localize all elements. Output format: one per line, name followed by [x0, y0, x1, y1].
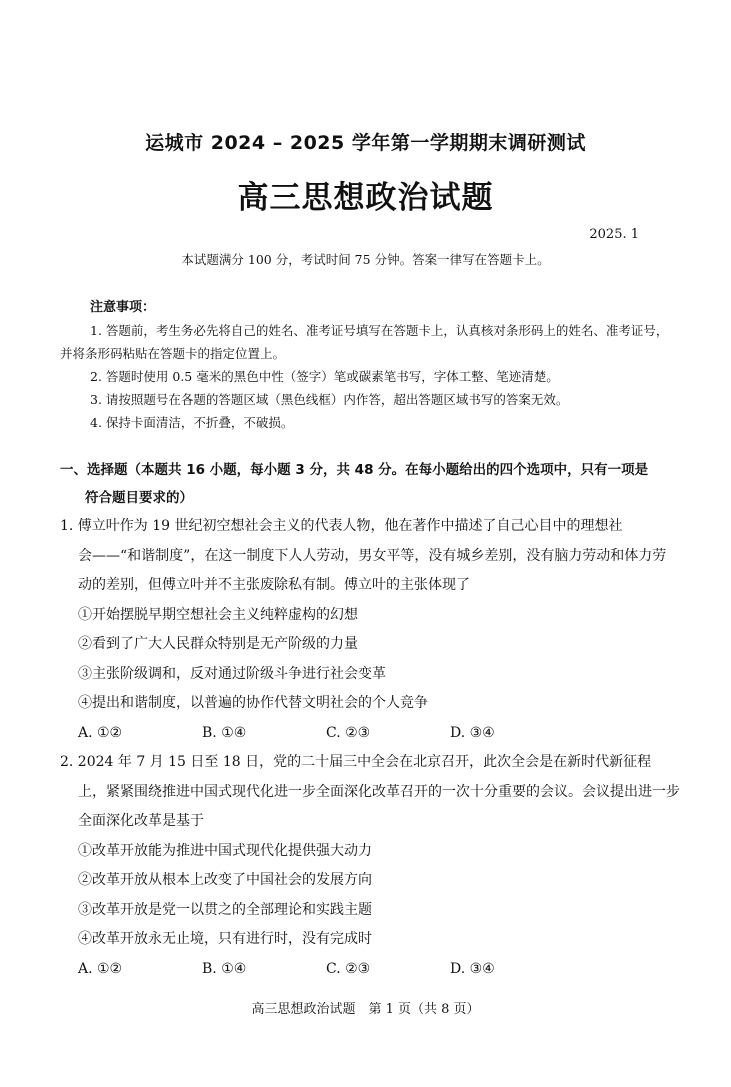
question-option: ④改革开放永无止境，只有进行时，没有完成时	[78, 931, 372, 947]
notice-block	[60, 296, 680, 434]
section-heading-line1: 一、选择题（本题共 16 小题，每小题 3 分，共 48 分。在每小题给出的四个选项中，只有一项是	[60, 462, 649, 478]
notice-item: 3. 请按照题号在各题的答题区域（黑色线框）内作答，超出答题区域书写的答案无效。	[90, 392, 569, 407]
exam-date: 2025. 1	[589, 227, 639, 242]
question-option: ④提出和谐制度，以普遍的协作代替文明社会的个人竞争	[78, 695, 428, 711]
question-2	[60, 748, 680, 984]
notice-item: 2. 答题时使用 0.5 毫米的黑色中性（签字）笔或碳素笔书写，字体工整、笔迹清楚。	[90, 369, 559, 384]
notice-title: 注意事项：	[90, 300, 156, 315]
subject-title: 高三思想政治试题	[237, 180, 494, 216]
question-option: ③主张阶级调和，反对通过阶级斗争进行社会变革	[78, 665, 386, 682]
choice-d: D. ③④	[450, 960, 495, 977]
exam-title: 运城市 2024 – 2025 学年第一学期期末调研测试	[145, 132, 586, 154]
choice-a: A. ①②	[78, 724, 123, 741]
question-option: ①开始摆脱早期空想社会主义纯粹虚构的幻想	[78, 606, 358, 623]
choice-a: A. ①②	[78, 960, 123, 977]
question-choices	[60, 719, 680, 749]
question-option: ②看到了广大人民群众特别是无产阶级的力量	[78, 636, 358, 652]
question-stem	[60, 748, 680, 837]
question-stem-rest: 会——“和谐制度”，在这一制度下人人劳动，男女平等，没有城乡差别，没有脑力劳动和体力劳动的差别，但傅立叶并不主张废除私有制。傅立叶的主张体现了	[78, 547, 667, 593]
question-choices	[60, 955, 680, 985]
question-option: ③改革开放是党一以贯之的全部理论和实践主题	[78, 901, 372, 918]
question-list	[60, 512, 680, 984]
section-heading-line2: 符合题目要求的）	[85, 490, 193, 506]
question-option: ①改革开放能为推进中国式现代化提供强大动力	[78, 842, 372, 859]
notice-item: 4. 保持卡面清洁，不折叠，不破损。	[90, 415, 294, 430]
question-stem-line1: 1. 傅立叶作为 19 世纪初空想社会主义的代表人物，他在著作中描述了自己心目中的理想社	[60, 518, 623, 534]
question-stem-line1: 2. 2024 年 7 月 15 日至 18 日，党的二十届三中全会在北京召开，此次全会是在新时代新征程	[60, 754, 652, 770]
choice-b: B. ①④	[202, 724, 247, 741]
question-stem-rest: 上，紧紧围绕推进中国式现代化进一步全面深化改革召开的一次十分重要的会议。会议提出进一步全面深化改革是基于	[78, 783, 680, 829]
question-option: ②改革开放从根本上改变了中国社会的发展方向	[78, 872, 372, 888]
choice-d: D. ③④	[450, 724, 495, 741]
exam-intro: 本试题满分 100 分，考试时间 75 分钟。答案一律写在答题卡上。	[181, 252, 550, 267]
section-heading	[60, 456, 680, 512]
choice-c: C. ②③	[326, 724, 371, 741]
question-1	[60, 512, 680, 748]
page-footer: 高三思想政治试题 第 1 页（共 8 页）	[251, 1002, 480, 1017]
choice-c: C. ②③	[326, 960, 371, 977]
choice-b: B. ①④	[202, 960, 247, 977]
notice-item: 1. 答题前，考生务必先将自己的姓名、准考证号填写在答题卡上，认真核对条形码上的姓名、准考证号，并将条形码粘贴在答题卡的指定位置上。	[60, 323, 669, 361]
question-stem	[60, 512, 680, 601]
